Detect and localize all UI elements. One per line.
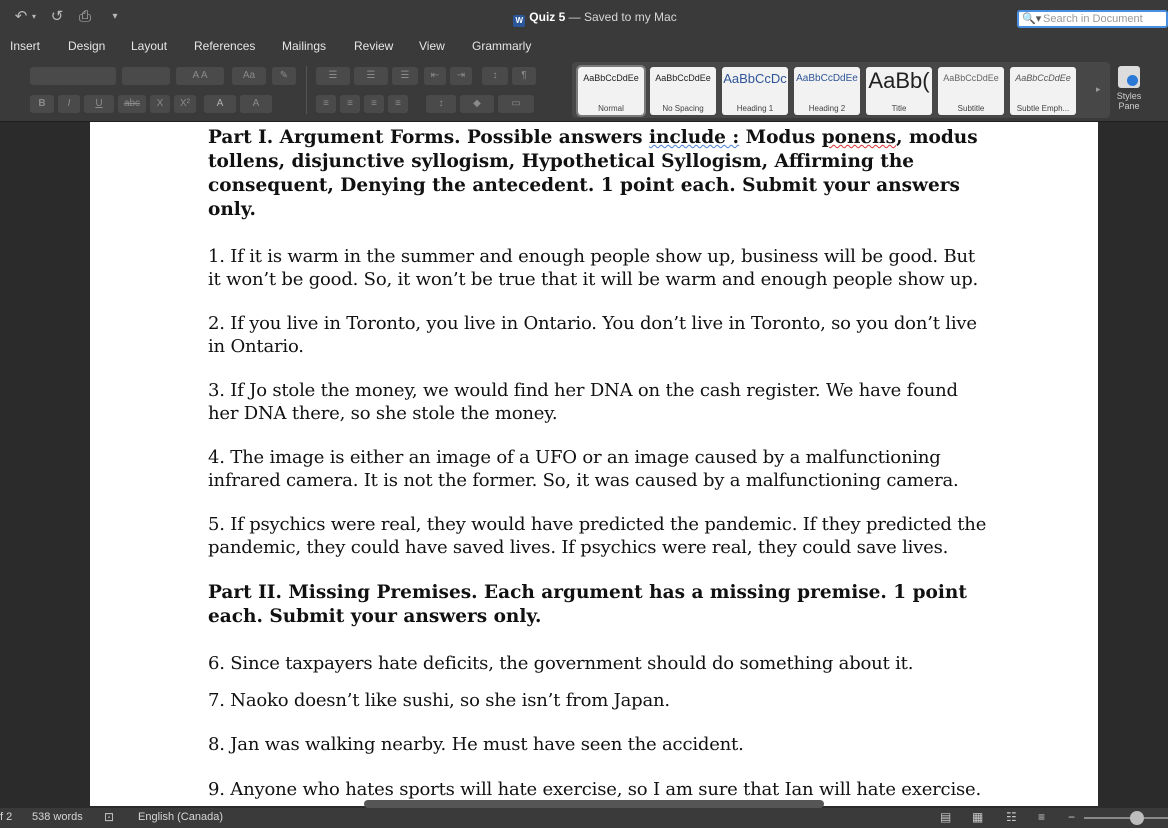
style-heading-2[interactable] bbox=[794, 67, 860, 115]
bold-button[interactable]: B bbox=[30, 95, 54, 113]
style-label: Normal bbox=[598, 104, 624, 113]
font-name-select[interactable] bbox=[30, 67, 116, 85]
web-layout-icon[interactable]: ▦ bbox=[972, 810, 984, 824]
word-doc-icon: W bbox=[513, 15, 525, 27]
word-count[interactable]: 538 words bbox=[32, 811, 83, 823]
customize-toolbar-icon[interactable]: ▾ bbox=[112, 11, 118, 22]
font-grow-shrink[interactable]: A A bbox=[176, 67, 224, 85]
doc-name: Quiz 5 bbox=[529, 10, 566, 24]
bullets-button[interactable]: ☰ bbox=[316, 67, 350, 85]
ribbon-tabs bbox=[0, 36, 1168, 58]
tab-review[interactable]: Review bbox=[354, 39, 394, 53]
style-no-spacing[interactable] bbox=[650, 67, 716, 115]
document-title bbox=[0, 10, 1168, 27]
zoom-slider-thumb[interactable] bbox=[1130, 811, 1144, 825]
tab-references[interactable]: References bbox=[194, 39, 256, 53]
style-label: Subtitle bbox=[957, 104, 985, 113]
tab-view[interactable]: View bbox=[419, 39, 445, 53]
ribbon bbox=[0, 58, 1168, 122]
tab-layout[interactable]: Layout bbox=[131, 39, 168, 53]
decrease-indent-button[interactable]: ⇤ bbox=[424, 67, 446, 85]
document-content[interactable] bbox=[208, 126, 988, 801]
doc-save-status: — Saved to my Mac bbox=[568, 10, 677, 24]
borders-button[interactable]: ▭ bbox=[498, 95, 534, 113]
style-preview: AaBbCcDc bbox=[723, 71, 787, 86]
undo-dropdown-icon[interactable]: ▾ bbox=[31, 12, 36, 21]
styles-gallery bbox=[572, 62, 1110, 118]
search-input[interactable] bbox=[1017, 10, 1168, 28]
part2-heading: Part II. Missing Premises. Each argument has a missing premise. 1 point each. Submit your answers only. bbox=[208, 582, 967, 627]
shading-button[interactable]: ◆ bbox=[460, 95, 494, 113]
question-5: 5. If psychics were real, they would have predicted the pandemic. If they predicted the pandemic, they could have saved lives. If psychics were real, they could save lives. bbox=[208, 514, 987, 558]
font-size-select[interactable] bbox=[122, 67, 170, 85]
sort-button[interactable]: ↕ bbox=[482, 67, 508, 85]
style-title[interactable] bbox=[866, 67, 932, 115]
clear-format-icon[interactable]: ✎ bbox=[272, 67, 296, 85]
zoom-out-icon[interactable]: − bbox=[1068, 810, 1076, 824]
tab-grammarly[interactable]: Grammarly bbox=[472, 39, 532, 53]
spelling-flagged-word[interactable]: ponens bbox=[821, 127, 897, 148]
question-8: 8. Jan was walking nearby. He must have seen the accident. bbox=[208, 734, 744, 755]
question-7: 7. Naoko doesn’t like sushi, so she isn’t from Japan. bbox=[208, 689, 670, 711]
align-right-button[interactable]: ≡ bbox=[364, 95, 384, 113]
heading-text: , modus tollens, disjunctive syllogism, Hypothetical Syllogism, Affirming the consequent, Denying the antecedent. 1 point each. Submit your answers only. bbox=[208, 127, 978, 220]
zoom-slider[interactable] bbox=[1084, 817, 1168, 819]
style-preview: AaBbCcDdEe bbox=[1015, 73, 1071, 83]
align-center-button[interactable]: ≡ bbox=[340, 95, 360, 113]
style-label: Heading 1 bbox=[736, 104, 774, 113]
print-layout-icon[interactable]: ▤ bbox=[940, 810, 952, 824]
ribbon-divider bbox=[306, 66, 307, 114]
title-bar bbox=[0, 0, 1168, 36]
tab-design[interactable]: Design bbox=[68, 39, 106, 53]
style-preview: AaBbCcDdEe bbox=[583, 73, 639, 83]
font-color-button[interactable]: A bbox=[240, 95, 272, 113]
heading-text: Modus bbox=[739, 127, 822, 148]
underline-button[interactable]: U bbox=[84, 95, 114, 113]
gallery-next-icon[interactable]: ▸ bbox=[1096, 84, 1101, 94]
styles-pane-label: Styles Pane bbox=[1116, 91, 1142, 111]
style-normal[interactable] bbox=[578, 67, 644, 115]
style-preview: AaBbCcDdEe bbox=[943, 73, 999, 83]
subscript-button[interactable]: X bbox=[150, 95, 170, 113]
document-canvas bbox=[0, 122, 1168, 806]
print-icon[interactable]: ⎙ bbox=[78, 8, 91, 25]
status-bar bbox=[0, 808, 1168, 828]
heading-text: Part I. Argument Forms. Possible answers bbox=[208, 127, 649, 148]
search-icon: 🔍▾ bbox=[1022, 13, 1042, 25]
search-placeholder: Search in Document bbox=[1043, 13, 1143, 25]
text-effects-button[interactable]: A bbox=[204, 95, 236, 113]
superscript-button[interactable]: X² bbox=[174, 95, 196, 113]
tab-insert[interactable]: Insert bbox=[10, 39, 41, 53]
question-3: 3. If Jo stole the money, we would find her DNA on the cash register. We have found her DNA there, so she stole the money. bbox=[208, 380, 958, 424]
language[interactable]: English (Canada) bbox=[138, 811, 223, 823]
line-spacing-button[interactable]: ↕ bbox=[426, 95, 456, 113]
justify-button[interactable]: ≡ bbox=[388, 95, 408, 113]
style-label: Heading 2 bbox=[808, 104, 846, 113]
italic-button[interactable]: I bbox=[58, 95, 80, 113]
question-1: 1. If it is warm in the summer and enough people show up, business will be good. But it won’t be good. So, it won’t be true that it will be warm and enough people show up. bbox=[208, 246, 979, 290]
question-2: 2. If you live in Toronto, you live in Ontario. You don’t live in Toronto, so you don’t live in Ontario. bbox=[208, 313, 977, 357]
change-case-button[interactable]: Aa bbox=[232, 67, 266, 85]
show-formatting-button[interactable]: ¶ bbox=[512, 67, 536, 85]
style-label: Title bbox=[891, 104, 907, 113]
grammar-flagged-word[interactable]: include : bbox=[648, 127, 740, 148]
style-preview: AaBb( bbox=[868, 68, 930, 93]
outline-view-icon[interactable]: ☷ bbox=[1006, 810, 1017, 824]
styles-pane-button[interactable] bbox=[1112, 64, 1146, 120]
style-preview: AaBbCcDdEe bbox=[655, 73, 711, 83]
numbering-button[interactable]: ☰ bbox=[354, 67, 388, 85]
question-4: 4. The image is either an image of a UFO or an image caused by a malfunctioning infrared camera. It is not the former. So, it was caused by a malfunctioning camera. bbox=[208, 447, 959, 491]
horizontal-scrollbar[interactable] bbox=[364, 800, 824, 808]
question-6: 6. Since taxpayers hate deficits, the government should do something about it. bbox=[208, 653, 914, 674]
style-subtle-emphasis[interactable] bbox=[1010, 67, 1076, 115]
multilevel-list-button[interactable]: ☰ bbox=[392, 67, 418, 85]
draft-view-icon[interactable]: ≡ bbox=[1038, 810, 1046, 824]
strikethrough-button[interactable]: abc bbox=[118, 95, 146, 113]
style-preview: AaBbCcDdEe bbox=[796, 73, 858, 84]
increase-indent-button[interactable]: ⇥ bbox=[450, 67, 472, 85]
style-label: No Spacing bbox=[662, 104, 704, 113]
style-subtitle[interactable] bbox=[938, 67, 1004, 115]
part1-heading bbox=[208, 126, 988, 222]
styles-pane-icon bbox=[1118, 66, 1140, 88]
align-left-button[interactable]: ≡ bbox=[316, 95, 336, 113]
document-page[interactable] bbox=[90, 122, 1098, 806]
redo-icon[interactable]: ↺ bbox=[50, 8, 64, 25]
style-label: Subtle Emph... bbox=[1016, 104, 1070, 113]
style-heading-1[interactable] bbox=[722, 67, 788, 115]
page-count[interactable]: f 2 bbox=[0, 811, 13, 823]
undo-icon[interactable]: ↶ bbox=[14, 8, 28, 25]
proofing-icon[interactable]: ⊡ bbox=[104, 810, 115, 824]
tab-mailings[interactable]: Mailings bbox=[282, 39, 327, 53]
question-9: 9. Anyone who hates sports will hate exercise, so I am sure that Ian will hate exercise. bbox=[208, 778, 982, 800]
